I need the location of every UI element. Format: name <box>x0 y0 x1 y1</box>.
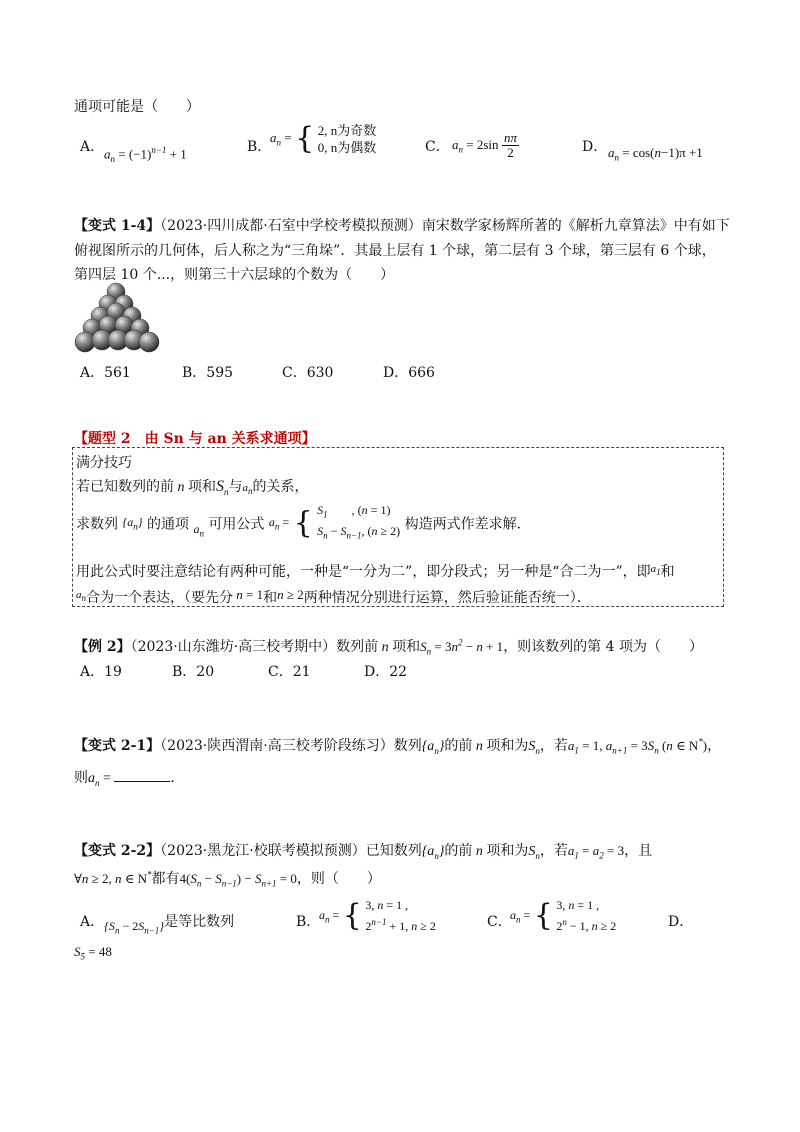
tips-title: 满分技巧 <box>76 455 132 471</box>
option-c: C．21 <box>268 664 311 680</box>
question-2-1-line1: 【变式 2-1】（2023·陕西渭南·高三校考阶段练习）数列$\{a_n\}$的前 n 项和为$S_n$，若$a_1 = 1$, $a_{n+1} = 3S_n$ (n ∈ N*)， <box>74 736 722 756</box>
triangular-ball-stack-image <box>74 282 160 356</box>
option-a: A．19 <box>80 664 122 680</box>
option-c-formula: $a_n = 2\sin$ $\frac{n\pi}{2}$ <box>452 130 518 160</box>
question-2-1-line2: 则$a_n$ = ． <box>74 767 184 788</box>
option-b-label: B． <box>296 914 321 930</box>
question-2-2-line2: ∀n ≥ 2, n ∈ N*都有$4(S_n - S_{n-1}) - S_{n+1} = 0$，则（ ） <box>74 869 381 889</box>
option-c: C．630 <box>282 365 334 381</box>
option-a-formula: $a_n = (-1)^{n-1} + 1$ <box>104 145 187 164</box>
option-a-label: A． <box>80 139 105 155</box>
option-b: B．595 <box>182 365 234 381</box>
option-c-label: C． <box>425 139 450 155</box>
section-heading: 【题型 2 由 Sn 与 an 关系求通项】 <box>74 431 316 447</box>
question-1-4-line3: 第四层 10 个...，则第三十六层球的个数为（ ） <box>74 267 395 283</box>
tips-line2: 求数列 $\{a_n\}$ 的通项 $a_n$ 可用公式 $a_n$ = { $S_1$ , (n = 1) $S_n - S_{n-1}$, (n ≥ 2) 构造两式作差求解． <box>76 503 531 541</box>
question-2-2-line1: 【变式 2-2】（2023·黑龙江·校联考模拟预测）已知数列$\{a_n\}$的前 n 项和为$S_n$，若$a_1 = a_2 = 3$，且 <box>74 843 653 861</box>
option-d-label: D． <box>668 914 694 930</box>
question-1-4-line2: 俯视图所示的几何体，后人称之为“三角垛”．其最上层有 1 个球，第二层有 3 个球，第三层有 6 个球， <box>74 243 716 259</box>
option-b: B．20 <box>172 664 215 680</box>
question-stem: 通项可能是（ ） <box>74 99 200 115</box>
option-d-label: D． <box>582 139 608 155</box>
option-d: D．666 <box>383 365 435 381</box>
option-c-formula: $a_n$ = { 3, n = 1 , $2^n - 1$, n ≥ 2 <box>510 898 617 933</box>
answer-blank[interactable] <box>114 767 170 782</box>
tips-line1: 若已知数列的前 n 项和$S_n$与$a_n$的关系， <box>76 478 309 498</box>
option-c-label: C． <box>487 914 512 930</box>
question-1-4-line1: 【变式 1-4】（2023·四川成都·石室中学校考模拟预测）南宋数学家杨辉所著的《解析九章算法》中有如下 <box>74 218 730 234</box>
option-a: A．561 <box>80 365 131 381</box>
option-d: D．22 <box>364 664 408 680</box>
option-d-formula: $a_n = \cos(n-1)\pi +1$ <box>608 145 703 163</box>
option-b-label: B． <box>247 139 272 155</box>
option-d-formula: $S_5 = 48$ <box>74 944 112 962</box>
example-2-line1: 【例 2】（2023·山东潍坊·高三校考期中）数列前 n 项和$S_n = 3n^2 - n + 1$，则该数列的第 4 项为（ ） <box>74 637 703 657</box>
option-b-formula: $a_n$ = { 3, n = 1 , $2^{n-1} + 1$, n ≥ 2 <box>319 898 436 933</box>
option-a: A．$\{S_n - 2S_{n-1}\}$是等比数列 <box>80 914 235 936</box>
tips-line3: 用此公式时要注意结论有两种可能，一种是“一分为二”，即分段式；另一种是“合二为一”，即$^{a_1}$和 <box>76 563 675 580</box>
tips-line4: $^{a_n}$合为一个表达，（要先分 n = 1和n ≥ 2两种情况分别进行运算，然后验证能否统一）． <box>76 587 591 606</box>
option-b-formula: $a_n$ = { 2, n为奇数 0, n为偶数 <box>270 121 377 156</box>
